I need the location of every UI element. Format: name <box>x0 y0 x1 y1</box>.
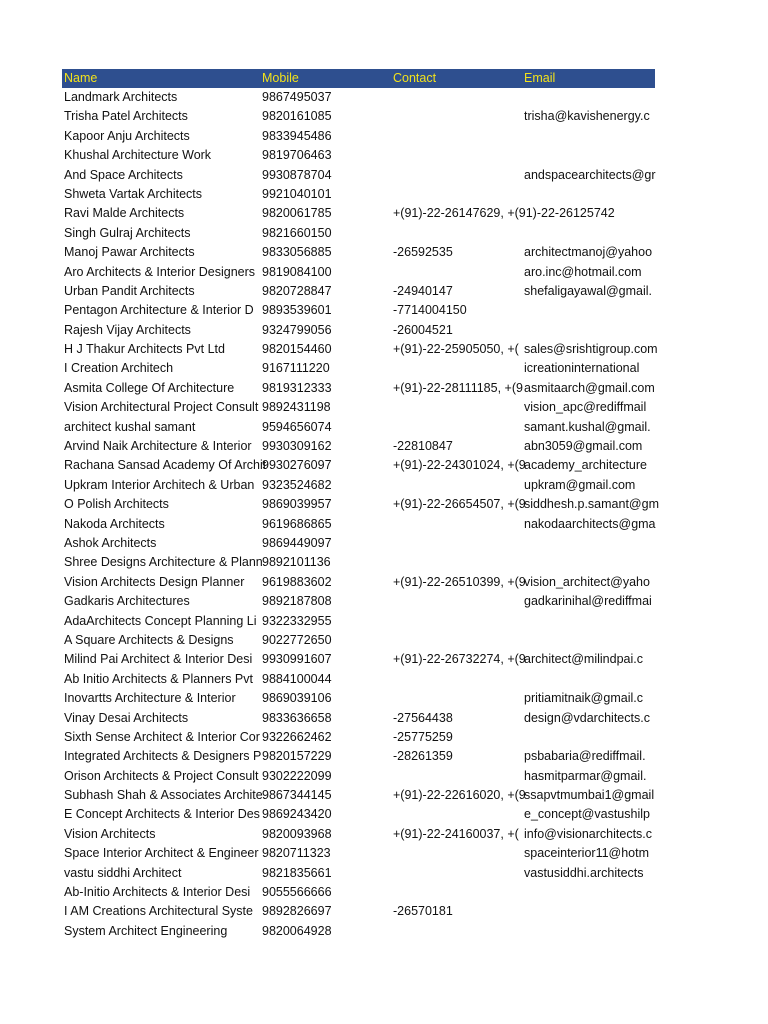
cell-mobile[interactable]: 9893539601 <box>262 303 332 318</box>
cell-contact[interactable] <box>391 612 522 631</box>
cell-contact[interactable]: -28261359 <box>393 749 453 764</box>
table-row <box>62 301 655 320</box>
header-name[interactable]: Name <box>64 71 98 85</box>
cell-mobile[interactable]: 9167111220 <box>262 361 330 376</box>
cell-mobile[interactable]: 9833056885 <box>262 245 332 260</box>
cell-name[interactable]: Vision Architects Design Planner <box>64 574 245 589</box>
cell-mobile[interactable]: 9884100044 <box>262 671 332 686</box>
table-row <box>62 379 655 398</box>
cell-name[interactable]: Upkram Interior Architech & Urban <box>64 477 255 492</box>
cell-mobile[interactable]: 9322662462 <box>262 729 332 744</box>
table-body <box>62 88 659 941</box>
cell-mobile[interactable]: 9869243420 <box>262 807 332 822</box>
cell-name[interactable]: Landmark Architects <box>64 90 178 104</box>
cell-name[interactable]: I AM Creations Architectural Syste <box>64 904 253 919</box>
cell-mobile[interactable]: 9869449097 <box>262 535 332 550</box>
cell-contact[interactable]: -22810847 <box>393 439 453 454</box>
cell-email[interactable]: ssapvtmumbai1@gmail <box>524 788 655 803</box>
cell-email[interactable]: hasmitparmar@gmail. <box>524 768 647 783</box>
cell-name[interactable]: Integrated Architects & Designers P <box>64 749 262 764</box>
cell-email[interactable]: abn3059@gmail.com <box>524 439 643 454</box>
cell-name[interactable]: Gadkaris Architectures <box>64 594 190 609</box>
cell-contact[interactable] <box>391 767 522 786</box>
table-row <box>62 902 655 921</box>
cell-contact[interactable] <box>391 224 522 243</box>
cell-email[interactable]: design@vdarchitects.c <box>524 710 650 725</box>
cell-mobile[interactable]: 9921040101 <box>262 186 332 201</box>
table-row <box>62 786 655 805</box>
cell-name[interactable]: Space Interior Architect & Engineer <box>64 846 259 861</box>
table-row <box>62 825 655 844</box>
table-row <box>62 864 655 883</box>
cell-mobile[interactable]: 9869039106 <box>262 691 332 706</box>
cell-mobile[interactable]: 9323524682 <box>262 477 332 492</box>
cell-email[interactable]: asmitaarch@gmail.com <box>524 380 655 395</box>
table-row <box>62 747 655 766</box>
cell-contact[interactable] <box>391 418 522 437</box>
cell-email[interactable]: icreationinternational <box>524 361 640 376</box>
cell-mobile[interactable]: 9869039957 <box>262 497 332 512</box>
cell-contact[interactable]: +(91)-22-26510399, +(9 <box>393 574 526 589</box>
table-row <box>62 728 655 747</box>
cell-email[interactable]: academy_architecture <box>524 458 647 473</box>
cell-contact[interactable] <box>391 398 522 417</box>
cell-contact[interactable]: +(91)-22-24160037, +( <box>393 826 519 841</box>
cell-email[interactable] <box>522 146 655 165</box>
cell-email[interactable]: pritiamitnaik@gmail.c <box>524 691 643 706</box>
cell-name[interactable]: A Square Architects & Designs <box>64 632 234 647</box>
cell-name[interactable]: Asmita College Of Architecture <box>64 380 235 395</box>
table-row <box>62 573 655 592</box>
cell-mobile[interactable]: 9820728847 <box>262 283 332 298</box>
cell-contact[interactable] <box>391 263 522 282</box>
cell-name[interactable]: Shweta Vartak Architects <box>64 186 203 201</box>
cell-name[interactable]: vastu siddhi Architect <box>64 865 182 880</box>
table-row <box>62 243 655 262</box>
cell-contact[interactable] <box>391 185 522 204</box>
cell-name[interactable]: Ashok Architects <box>64 535 157 550</box>
table-row <box>62 922 655 941</box>
cell-mobile[interactable]: 9594656074 <box>262 419 332 434</box>
cell-mobile[interactable]: 9930276097 <box>262 458 332 473</box>
cell-name[interactable]: O Polish Architects <box>64 497 169 512</box>
cell-mobile[interactable]: 9820157229 <box>262 749 332 764</box>
table-row <box>62 553 655 572</box>
cell-contact[interactable]: -26004521 <box>393 322 453 337</box>
cell-contact[interactable] <box>391 515 522 534</box>
table-row <box>62 146 655 165</box>
cell-email[interactable]: samant.kushal@gmail. <box>524 419 651 434</box>
cell-email[interactable]: trisha@kavishenergy.c <box>524 109 650 124</box>
cell-email[interactable]: vastusiddhi.architects <box>524 865 644 880</box>
table-row <box>62 263 655 282</box>
table-row <box>62 631 655 650</box>
spreadsheet <box>62 69 659 941</box>
cell-contact[interactable] <box>391 689 522 708</box>
cell-mobile[interactable]: 9820161085 <box>262 109 332 124</box>
table-row <box>62 127 655 146</box>
cell-email[interactable]: andspacearchitects@gr <box>524 167 656 182</box>
cell-mobile[interactable]: 9819706463 <box>262 148 332 163</box>
cell-name[interactable]: Kapoor Anju Architects <box>64 128 190 143</box>
cell-contact[interactable]: +(91)-22-26147629, +(91)-22-26125742 <box>393 206 615 221</box>
table-row <box>62 844 655 863</box>
cell-email[interactable]: e_concept@vastushilp <box>524 807 650 822</box>
cell-name[interactable]: E Concept Architects & Interior Des <box>64 807 260 822</box>
table-row <box>62 418 655 437</box>
cell-mobile[interactable]: 9819312333 <box>262 380 332 395</box>
cell-email[interactable] <box>522 670 655 689</box>
cell-name[interactable]: architect kushal samant <box>64 419 196 434</box>
cell-name[interactable]: Aro Architects & Interior Designers <box>64 264 256 279</box>
cell-contact[interactable] <box>391 127 522 146</box>
table-row <box>62 612 655 631</box>
cell-email[interactable]: shefaligayawal@gmail. <box>524 283 653 298</box>
cell-name[interactable]: Ab Initio Architects & Planners Pvt <box>64 671 253 686</box>
cell-contact[interactable]: -25775259 <box>393 729 453 744</box>
table-row <box>62 204 655 223</box>
cell-contact[interactable] <box>391 844 522 863</box>
cell-email[interactable] <box>522 902 655 921</box>
header-mobile[interactable]: Mobile <box>262 71 299 85</box>
cell-contact[interactable] <box>391 631 522 650</box>
cell-mobile[interactable]: 9619883602 <box>262 574 332 589</box>
cell-mobile[interactable]: 9821835661 <box>262 865 332 880</box>
cell-contact[interactable] <box>391 359 522 378</box>
table-row <box>62 398 655 417</box>
cell-email[interactable]: vision_apc@rediffmail <box>524 400 647 415</box>
cell-mobile[interactable]: 9820154460 <box>262 342 332 357</box>
cell-name[interactable]: Manoj Pawar Architects <box>64 245 195 260</box>
cell-name[interactable]: Sixth Sense Architect & Interior Cor <box>64 729 260 744</box>
table-row <box>62 805 655 824</box>
cell-email[interactable]: vision_architect@yaho <box>524 574 650 589</box>
cell-mobile[interactable]: 9833636658 <box>262 710 332 725</box>
cell-name[interactable]: Nakoda Architects <box>64 516 165 531</box>
cell-mobile[interactable]: 9930309162 <box>262 439 332 454</box>
cell-email[interactable]: gadkarinihal@rediffmai <box>524 594 652 609</box>
cell-email[interactable] <box>522 728 655 747</box>
cell-mobile[interactable]: 9892431198 <box>262 400 331 415</box>
cell-mobile[interactable]: 9892826697 <box>262 904 332 919</box>
table-row <box>62 534 655 553</box>
cell-contact[interactable] <box>391 864 522 883</box>
cell-contact[interactable] <box>391 553 522 572</box>
cell-contact[interactable] <box>391 592 522 611</box>
table-row <box>62 185 655 204</box>
cell-contact[interactable] <box>391 476 522 495</box>
cell-email[interactable]: siddhesh.p.samant@gm <box>524 497 659 512</box>
table-row <box>62 495 659 514</box>
table-row <box>62 709 655 728</box>
table-row <box>62 476 655 495</box>
cell-email[interactable]: architectmanoj@yahoo <box>524 245 653 260</box>
cell-contact[interactable] <box>391 534 522 553</box>
table-row <box>62 437 655 456</box>
table-row <box>62 340 658 359</box>
table-row <box>62 88 655 107</box>
cell-mobile[interactable]: 9867344145 <box>262 788 332 803</box>
cell-email[interactable] <box>522 534 655 553</box>
cell-mobile[interactable]: 9820064928 <box>262 923 332 938</box>
cell-email[interactable]: info@visionarchitects.c <box>524 826 653 841</box>
cell-email[interactable] <box>522 204 655 223</box>
table-row <box>62 515 655 534</box>
cell-name[interactable]: Urban Pandit Architects <box>64 283 195 298</box>
cell-email[interactable] <box>522 612 655 631</box>
cell-name[interactable]: Ab-Initio Architects & Interior Desi <box>64 885 251 900</box>
table-row <box>62 224 655 243</box>
cell-email[interactable] <box>522 127 655 146</box>
cell-mobile[interactable]: 9930991607 <box>262 652 332 667</box>
cell-name[interactable]: Khushal Architecture Work <box>64 148 212 163</box>
table-row <box>62 107 655 126</box>
cell-mobile[interactable]: 9820061785 <box>262 206 332 221</box>
cell-email[interactable] <box>522 922 655 941</box>
cell-name[interactable]: Orison Architects & Project Consult <box>64 768 259 783</box>
cell-contact[interactable] <box>391 670 522 689</box>
table-row <box>62 321 655 340</box>
cell-name[interactable]: Vision Architects <box>64 826 156 841</box>
cell-contact[interactable] <box>391 88 522 107</box>
cell-contact[interactable]: -24940147 <box>393 283 453 298</box>
cell-contact[interactable]: +(91)-22-28111185, +(9 <box>393 380 523 395</box>
header-email[interactable]: Email <box>524 71 556 85</box>
cell-name[interactable]: And Space Architects <box>64 167 183 182</box>
cell-mobile[interactable]: 9821660150 <box>262 225 332 240</box>
cell-mobile[interactable]: 9820711323 <box>262 846 331 861</box>
cell-contact[interactable]: +(91)-22-26654507, +(9 <box>393 497 526 512</box>
cell-contact[interactable] <box>391 883 522 902</box>
cell-mobile[interactable]: 9302222099 <box>262 768 332 783</box>
cell-name[interactable]: Milind Pai Architect & Interior Desi <box>64 652 253 667</box>
table-row <box>62 767 655 786</box>
cell-mobile[interactable]: 9324799056 <box>262 322 332 337</box>
cell-contact[interactable] <box>391 146 522 165</box>
cell-mobile[interactable]: 9833945486 <box>262 128 332 143</box>
cell-name[interactable]: Pentagon Architecture & Interior D <box>64 303 254 318</box>
cell-email[interactable] <box>522 631 655 650</box>
cell-contact[interactable]: -27564438 <box>393 710 453 725</box>
cell-mobile[interactable]: 9322332955 <box>262 613 332 628</box>
header-contact[interactable]: Contact <box>393 71 437 85</box>
cell-contact[interactable]: +(91)-22-25905050, +( <box>393 342 519 357</box>
cell-name[interactable]: Subhash Shah & Associates Archite <box>64 788 263 803</box>
table-row <box>62 166 655 185</box>
cell-mobile[interactable]: 9022772650 <box>262 632 332 647</box>
cell-email[interactable] <box>522 321 655 340</box>
table-row <box>62 456 655 475</box>
cell-contact[interactable] <box>391 107 522 126</box>
table-row <box>62 689 655 708</box>
table-row <box>62 883 655 902</box>
cell-name[interactable]: Singh Gulraj Architects <box>64 225 191 240</box>
cell-email[interactable]: nakodaarchitects@gma <box>524 516 656 531</box>
cell-contact[interactable]: +(91)-22-26732274, +(9 <box>393 652 526 667</box>
cell-email[interactable] <box>522 553 655 572</box>
cell-name[interactable]: H J Thakur Architects Pvt Ltd <box>64 342 225 357</box>
table-row <box>62 282 655 301</box>
cell-name[interactable]: Inovartts Architecture & Interior <box>64 691 236 706</box>
cell-contact[interactable]: +(91)-22-24301024, +(9 <box>393 458 526 473</box>
cell-name[interactable]: AdaArchitects Concept Planning Li <box>64 613 257 628</box>
cell-contact[interactable] <box>391 805 522 824</box>
cell-email[interactable]: upkram@gmail.com <box>524 477 636 492</box>
cell-contact[interactable] <box>391 166 522 185</box>
cell-name[interactable]: System Architect Engineering <box>64 923 228 938</box>
cell-contact[interactable]: -26592535 <box>393 245 453 260</box>
table-row <box>62 592 655 611</box>
cell-mobile[interactable]: 9619686865 <box>262 516 332 531</box>
cell-email[interactable] <box>522 88 655 107</box>
cell-email[interactable] <box>522 883 655 902</box>
cell-mobile[interactable]: 9892187808 <box>262 594 332 609</box>
table-row <box>62 650 655 669</box>
cell-name[interactable]: Rajesh Vijay Architects <box>64 322 191 337</box>
cell-mobile[interactable]: 9820093968 <box>262 826 332 841</box>
cell-name[interactable]: I Creation Architech <box>64 361 174 376</box>
cell-email[interactable] <box>522 185 655 204</box>
cell-email[interactable]: sales@srishtigroup.com <box>524 342 658 357</box>
cell-email[interactable] <box>522 224 655 243</box>
cell-name[interactable]: Arvind Naik Architecture & Interior <box>64 439 252 454</box>
cell-mobile[interactable]: 9930878704 <box>262 167 332 182</box>
cell-contact[interactable] <box>391 922 522 941</box>
cell-name[interactable]: Trisha Patel Architects <box>64 109 188 124</box>
cell-email[interactable] <box>522 301 655 320</box>
header-row <box>62 69 655 88</box>
cell-contact[interactable]: -7714004150 <box>393 303 467 318</box>
cell-email[interactable]: aro.inc@hotmail.com <box>524 264 642 279</box>
table-row <box>62 359 655 378</box>
cell-mobile[interactable]: 9055566666 <box>262 885 332 900</box>
cell-mobile[interactable]: 9867495037 <box>262 90 332 104</box>
cell-email[interactable]: architect@milindpai.c <box>524 652 643 667</box>
table-row <box>62 670 655 689</box>
cell-mobile[interactable]: 9819084100 <box>262 264 332 279</box>
cell-name[interactable]: Shree Designs Architecture & Plann <box>64 555 263 570</box>
cell-contact[interactable]: -26570181 <box>393 904 453 919</box>
cell-mobile[interactable]: 9892101136 <box>262 555 331 570</box>
cell-email[interactable]: spaceinterior11@hotm <box>524 846 650 861</box>
cell-email[interactable]: psbabaria@rediffmail. <box>524 749 646 764</box>
cell-name[interactable]: Ravi Malde Architects <box>64 206 185 221</box>
cell-name[interactable]: Vinay Desai Architects <box>64 710 189 725</box>
cell-name[interactable]: Rachana Sansad Academy Of Archit <box>64 458 267 473</box>
cell-name[interactable]: Vision Architectural Project Consult <box>64 400 259 415</box>
cell-contact[interactable]: +(91)-22-22616020, +(9 <box>393 788 526 803</box>
